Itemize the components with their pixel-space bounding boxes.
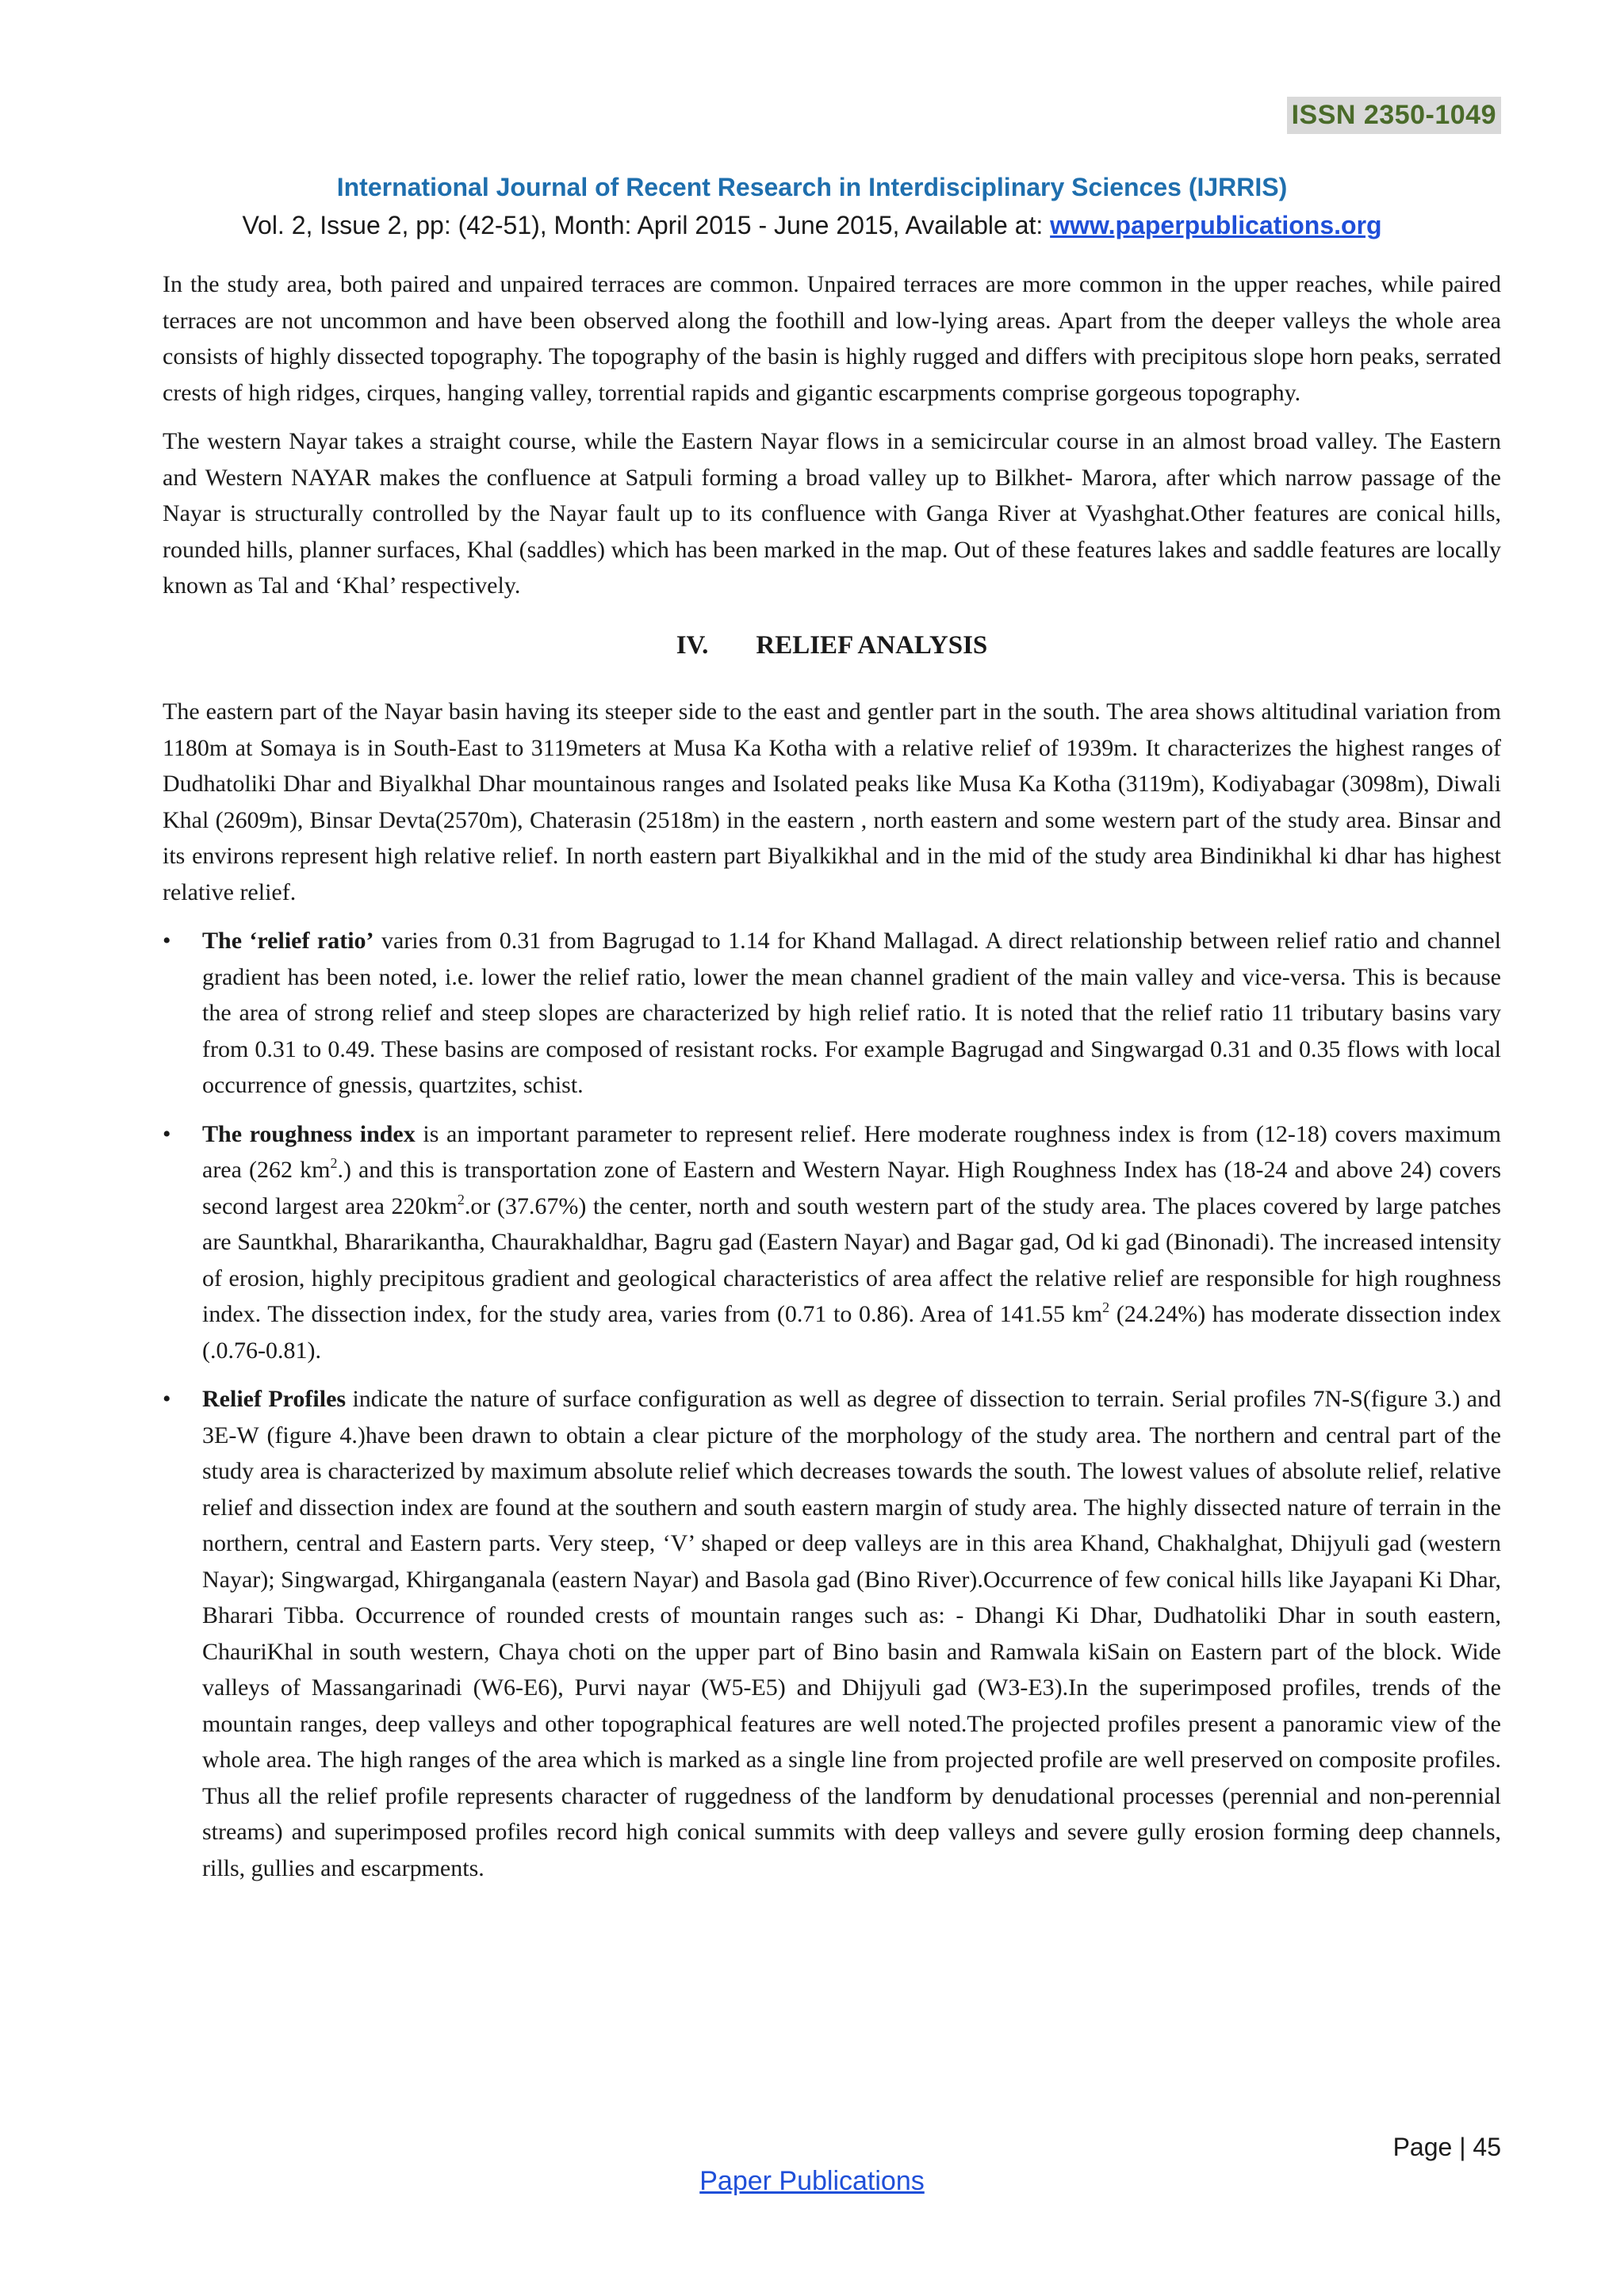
bullet-icon: • [163, 928, 171, 954]
page-number: Page | 45 [1392, 2133, 1501, 2161]
bullet-text: .) and this is transportation zone of Eastern and Western Nayar. High Roughness Index has (18-24 and above 24) covers second largest area 220km [202, 1157, 1502, 1219]
bullet-text: varies from 0.31 from Bagrugad to 1.14 for Khand Mallagad. A direct relationship between relief ratio and channel gradient has been noted, i.e. lower the relief ratio, lower the mean channel gradient of the main valley and vice-versa. This is because the area of strong relief and steep slopes are characterized by high relief ratio. It is noted that the relief ratio 11 tributary basins vary from 0.31 to 0.49. These basins are composed of resistant rocks. For example Bagrugad and Singwargad 0.31 and 0.35 flows with local occurrence of gnessis, quartzites, schist. [202, 928, 1502, 1098]
paragraph-relief-intro: The eastern part of the Nayar basin having its steeper side to the east and gentler part in the south. The area shows altitudinal variation from 1180m at Somaya is in South-East to 3119meters at Musa Ka Kotha with a relative relief of 1939m. It characterizes the highest ranges of Dudhatoliki Dhar and Biyalkhal Dhar mountainous ranges and Isolated peaks like Musa Ka Kotha (3119m), Kodiyabagar (3098m), Diwali Khal (2609m), Binsar Devta(2570m), Chaterasin (2518m) in the eastern , north eastern and some western part of the study area. Binsar and its environs represent high relative relief. In north eastern part Biyalkikhal and in the mid of the study area Bindinikhal ki dhar has highest relative relief. [163, 698, 1501, 905]
section-title: RELIEF ANALYSIS [756, 630, 988, 660]
bullet-icon: • [163, 1386, 171, 1412]
bullet-bold-term: The roughness index [202, 1120, 416, 1147]
paragraph-nayar-course: The western Nayar takes a straight course, while the Eastern Nayar flows in a semicircular course in an almost broad valley. The Eastern and Western NAYAR makes the confluence at Satpuli forming a broad valley up to Bilkhet- Marora, after which narrow passage of the Nayar is structurally controlled by the Nayar fault up to its confluence with Ganga River at Vyashghat.Other features are conical hills, rounded hills, planner surfaces, Khal (saddles) which has been marked in the map. Out of these features lakes and saddle features are locally known as Tal and ‘Khal’ respectively. [163, 428, 1501, 599]
journal-title: International Journal of Recent Research in Interdisciplinary Sciences (IJRRIS) [336, 173, 1288, 201]
volume-text: Vol. 2, Issue 2, pp: (42-51), Month: April 2015 - June 2015, Available at: [242, 211, 1051, 239]
paragraph-terraces: In the study area, both paired and unpaired terraces are common. Unpaired terraces are more common in the upper reaches, while paired terraces are not uncommon and have been observed along the foothill and low-lying areas. Apart from the deeper valleys the whole area consists of highly dissected topography. The topography of the basin is highly rugged and differs with precipitous slope horn peaks, serrated crests of high ridges, cirques, hanging valley, torrential rapids and gigantic escarpments comprise gorgeous topography. [163, 271, 1501, 406]
bullet-bold-term: Relief Profiles [202, 1386, 347, 1412]
superscript: 2 [457, 1191, 465, 1207]
website-link[interactable]: www.paperpublications.org [1050, 211, 1382, 239]
bullet-relief-profiles [163, 1381, 1501, 1886]
bullet-roughness-index [163, 1116, 1501, 1369]
bullet-bold-term: The ‘relief ratio’ [202, 928, 374, 954]
footer-publisher [0, 2166, 1624, 2197]
superscript: 2 [330, 1155, 338, 1171]
bullet-text: (24.24%) has moderate dissection index (.0.76-0.81). [202, 1301, 1502, 1364]
issn-label: ISSN 2350-1049 [1287, 97, 1501, 134]
bullet-relief-ratio [163, 923, 1501, 1104]
bullet-text: .or (37.67%) the center, north and south western part of the study area. The places covered by large patches are Sauntkhal, Bhararikantha, Chaurakhaldhar, Bagru gad (Eastern Nayar) and Bagar gad, Od ki gad (Binonadi). The increased intensity of erosion, highly precipitous gradient and geological characteristics of area affect the relative relief are responsible for high roughness index. The dissection index, for the study area, varies from (0.71 to 0.86). Area of 141.55 km [202, 1192, 1501, 1327]
volume-line [0, 211, 1624, 240]
superscript: 2 [1102, 1299, 1110, 1315]
section-number: IV. [676, 630, 709, 660]
bullet-text: is an important parameter to represent relief. Here moderate roughness index is from (12-18) covers maximum area (262 km [202, 1120, 1501, 1183]
bullet-text: indicate the nature of surface configuration as well as degree of dissection to terrain. Serial profiles 7N-S(figure 3.) and 3E-W (figure 4.)have been drawn to obtain a clear picture of the morphology of the study area. The northern and central part of the study area is characterized by maximum absolute relief which decreases towards the south. The lowest values of absolute relief, relative relief and dissection index are found at the southern and south eastern margin of study area. The highly dissected nature of terrain in the northern, central and Eastern parts. Very steep, ‘V’ shaped or deep valleys are in this area Khand, Chakhalghat, Dhijyuli gad (western Nayar); Singwargad, Khirganganala (eastern Nayar) and Basola gad (Bino River).Occurrence of few conical hills like Jayapani Ki Dhar, Bharari Tibba. Occurrence of rounded crests of mountain ranges such as: - Dhangi Ki Dhar, Dudhatoliki Dhar in south eastern, ChauriKhal in south western, Chaya choti on the upper part of Bino basin and Ramwala kiSain on Eastern part of the block. Wide valleys of Massangarinadi (W6-E6), Purvi nayar (W5-E5) and Dhijyuli gad (W3-E3).In the superimposed profiles, trends of the mountain ranges, deep valleys and other topographical features are well noted.The projected profiles present a panoramic view of the whole area. The high ranges of the area which is marked as a single line from projected profile are well preserved on composite profiles. Thus all the relief profile represents character of ruggedness of the landform by denudational processes (perennial and non-perennial streams) and superimposed profiles record high conical summits with deep valleys and severe gully erosion forming deep channels, rills, gullies and escarpments. [202, 1386, 1502, 1881]
article-body [163, 266, 1501, 1899]
section-heading [163, 628, 1501, 664]
publisher-link[interactable]: Paper Publications [699, 2166, 925, 2196]
bullet-icon: • [163, 1120, 171, 1147]
